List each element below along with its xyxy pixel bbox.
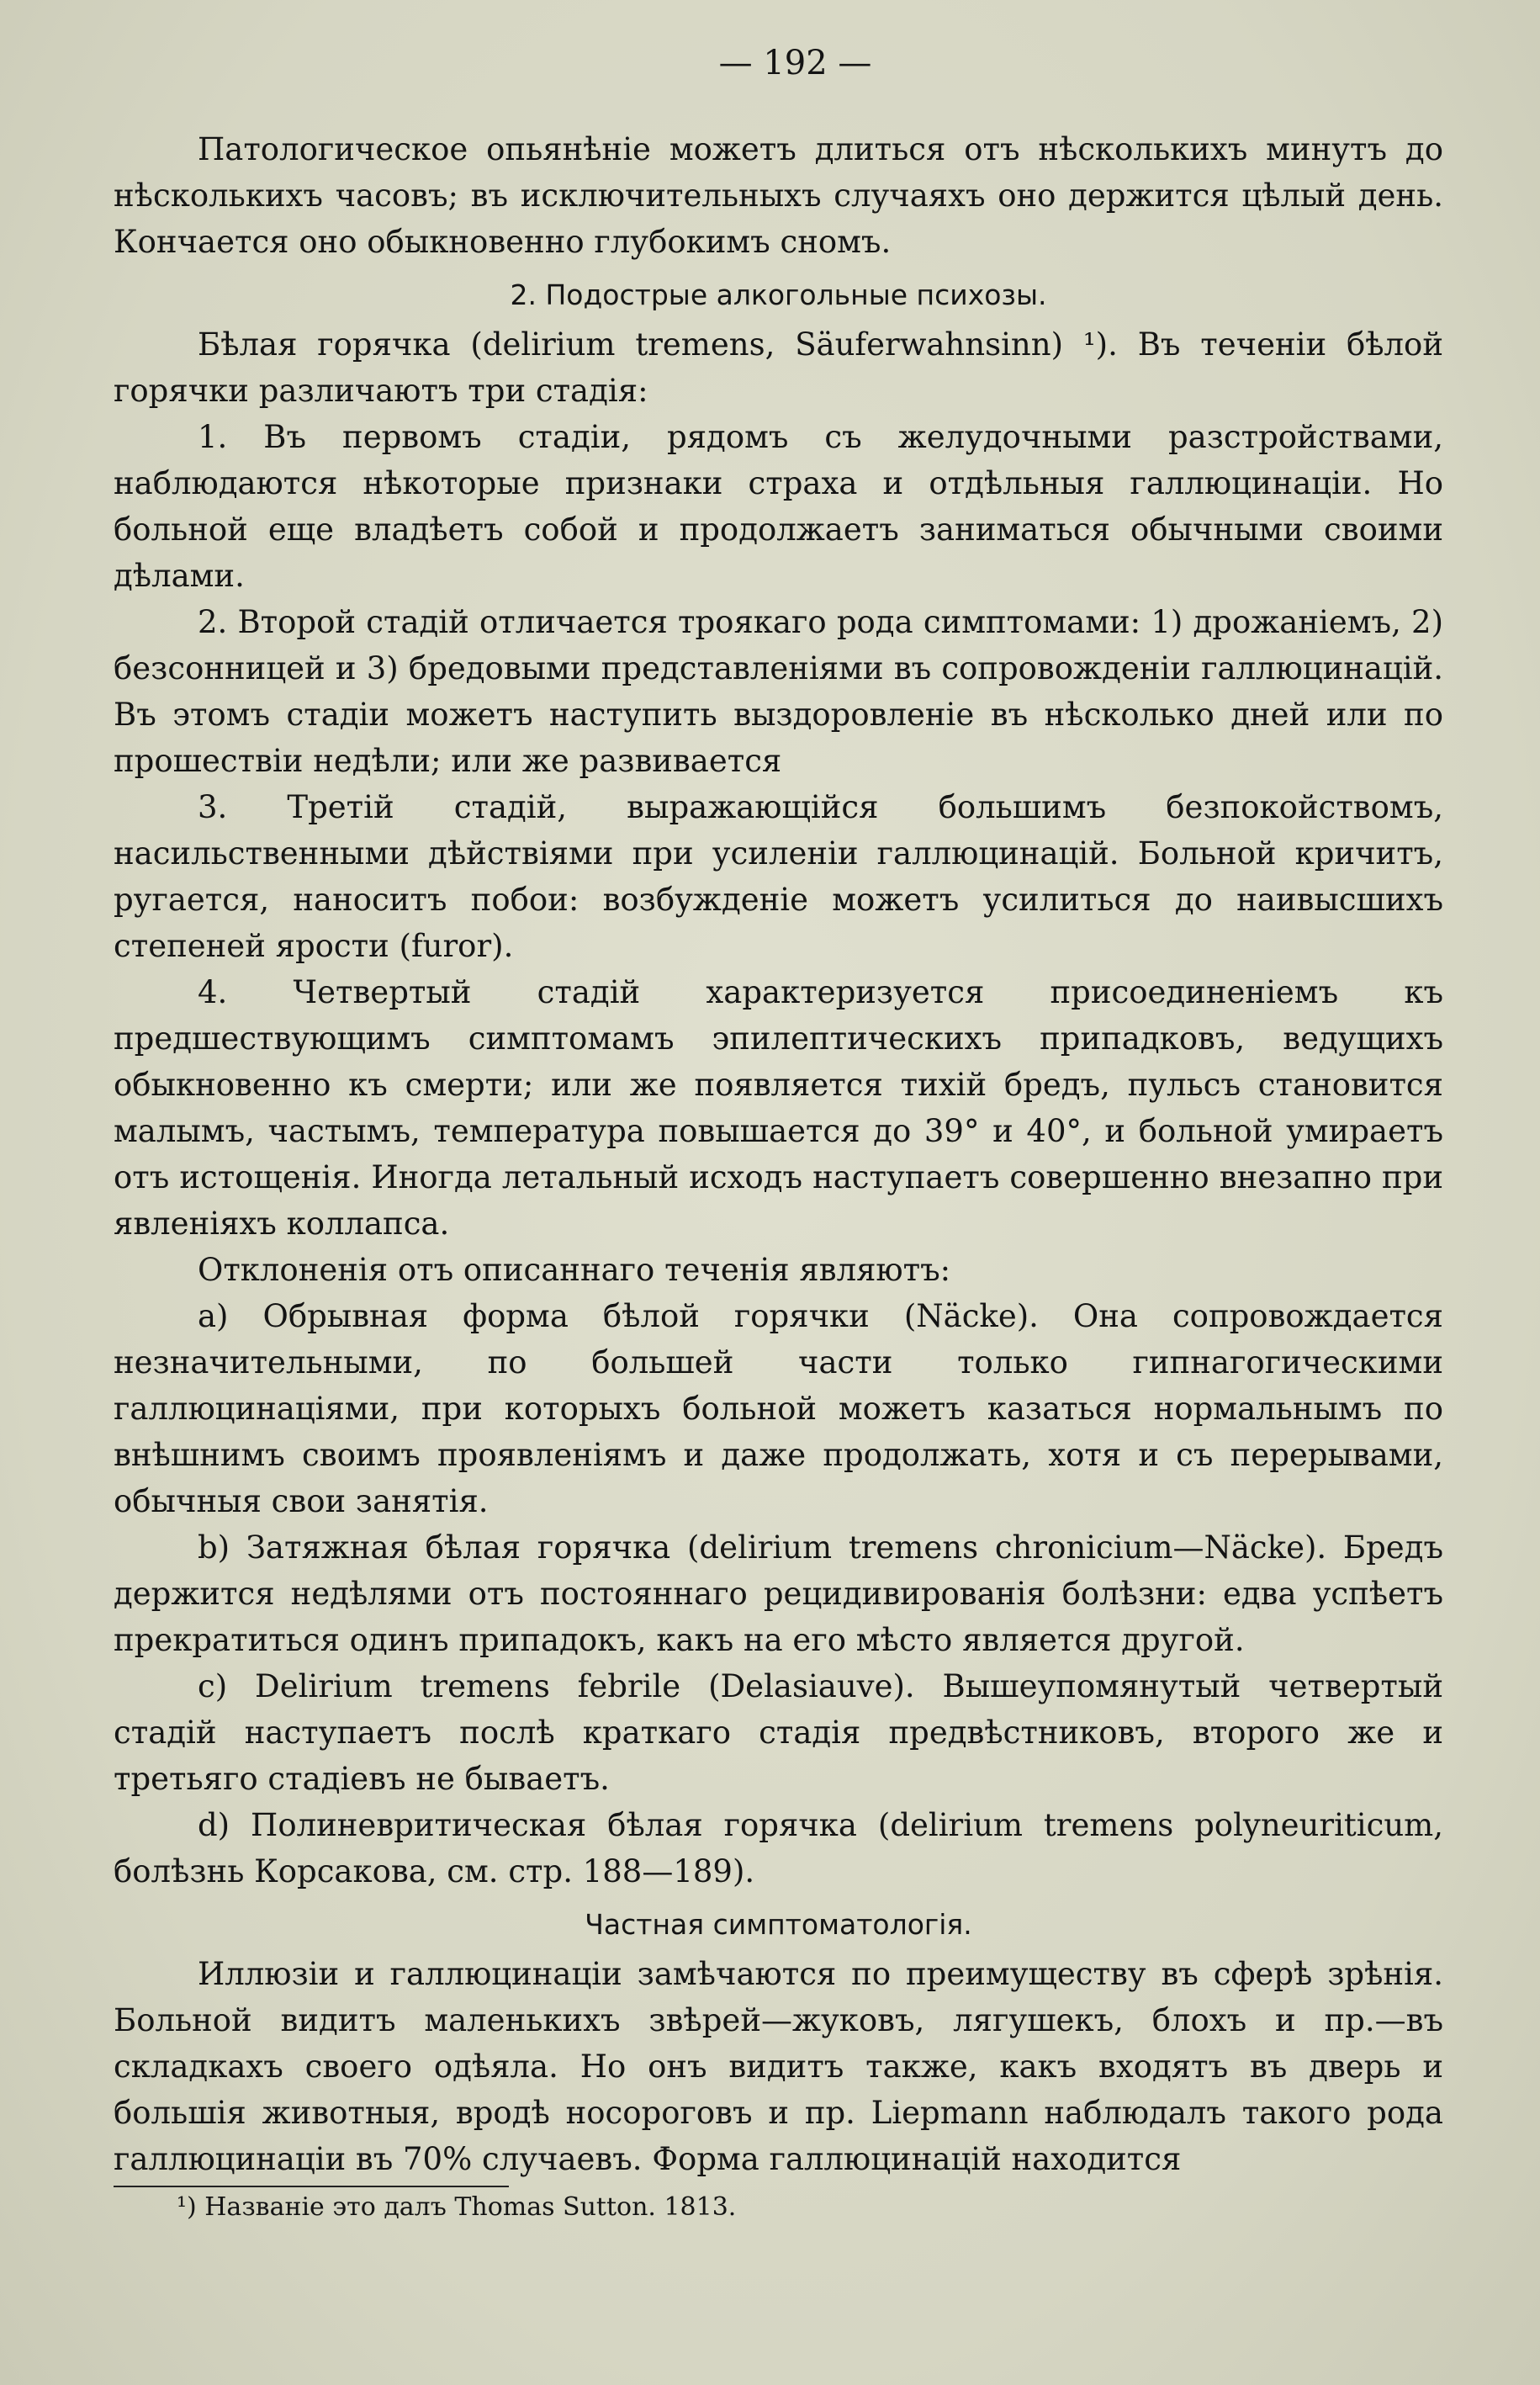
paragraph: a) Обрывная форма бѣлой горячки (Näcke). Она сопровождается незначительными, по большей части только гипнагогическими галлюцинаціями, при которыхъ больной можетъ казаться нормальнымъ по внѣшнимъ своимъ проявленіямъ и даже продолжать, хотя и съ перерывами, обычныя свои занятія. [114,1298,1443,1519]
paragraph: 1. Въ первомъ стадіи, рядомъ съ желудочными разстройствами, наблюдаются нѣкоторые признаки страха и отдѣльныя галлюцинаціи. Но больной еще владѣетъ собой и продолжаетъ заниматься обычными своими дѣлами. [114,419,1443,594]
paragraph: Патологическое опьянѣніе можетъ длиться отъ нѣсколькихъ минутъ до нѣсколькихъ часовъ; въ исключительныхъ случаяхъ оно держится цѣлый день. Кончается оно обыкновенно глубокимъ сномъ. [114,131,1443,260]
paragraph: 3. Третій стадій, выражающійся большимъ безпокойствомъ, насильственными дѣйствіями при усиленіи галлюцинацій. Больной кричитъ, ругается, наноситъ побои: возбужденіе можетъ усилиться до наивысшихъ степеней ярости (furor). [114,789,1443,964]
subsection-heading: Частная симптоматологія. [585,1908,972,1941]
page-number: — 192 — [718,44,872,82]
paragraph: Иллюзіи и галлюцинаціи замѣчаются по преимуществу въ сферѣ зрѣнія. Больной видитъ маленькихъ звѣрей—жуковъ, лягушекъ, блохъ и пр.—въ складкахъ своего одѣяла. Но онъ видитъ также, какъ входятъ въ дверь и большія животныя, вродѣ носороговъ и пр. Liepmann наблюдалъ такого рода галлюцинаціи въ 70% случаевъ. Форма галлюцинацій находится [114,1956,1443,2177]
paragraph: c) Delirium tremens febrile (Delasiauve). Вышеупомянутый четвертый стадій наступаетъ послѣ краткаго стадія предвѣстниковъ, второго же и третьяго стадіевъ не бываетъ. [114,1668,1443,1797]
paragraph: Бѣлая горячка (delirium tremens, Säuferwahnsinn) ¹). Въ теченіи бѣлой горячки различаютъ три стадія: [114,326,1443,409]
body-text [114,126,1443,2228]
paragraph: d) Полиневритическая бѣлая горячка (delirium tremens polyneuriticum, болѣзнь Корсакова, см. стр. 188—189). [114,1807,1443,1889]
paragraph: 4. Четвертый стадій характеризуется присоединеніемъ къ предшествующимъ симптомамъ эпилептическихъ припадковъ, ведущихъ обыкновенно къ смерти; или же появляется тихій бредъ, пульсъ становится малымъ, частымъ, температура повышается до 39° и 40°, и больной умираетъ отъ истощенія. Иногда летальный исходъ наступаетъ совершенно внезапно при явленіяхъ коллапса. [114,974,1443,1242]
section-heading: 2. Подострые алкогольные психозы. [510,278,1047,311]
paragraph: b) Затяжная бѣлая горячка (delirium tremens chronicium—Näcke). Бредъ держится недѣлями отъ постояннаго рецидивированія болѣзни: едва успѣетъ прекратиться одинъ припадокъ, какъ на его мѣсто является другой. [114,1529,1443,1658]
paragraph: 2. Второй стадій отличается троякаго рода симптомами: 1) дрожаніемъ, 2) безсонницей и 3) бредовыми представленіями въ сопровожденіи галлюцинацій. Въ этомъ стадіи можетъ наступить выздоровленіе въ нѣсколько дней или по прошествіи недѣли; или же развивается [114,604,1443,779]
footnote: ¹) Названіе это далъ Thomas Sutton. 1813. [177,2192,737,2222]
paragraph: Отклоненія отъ описаннаго теченія являютъ: [198,1252,951,1288]
